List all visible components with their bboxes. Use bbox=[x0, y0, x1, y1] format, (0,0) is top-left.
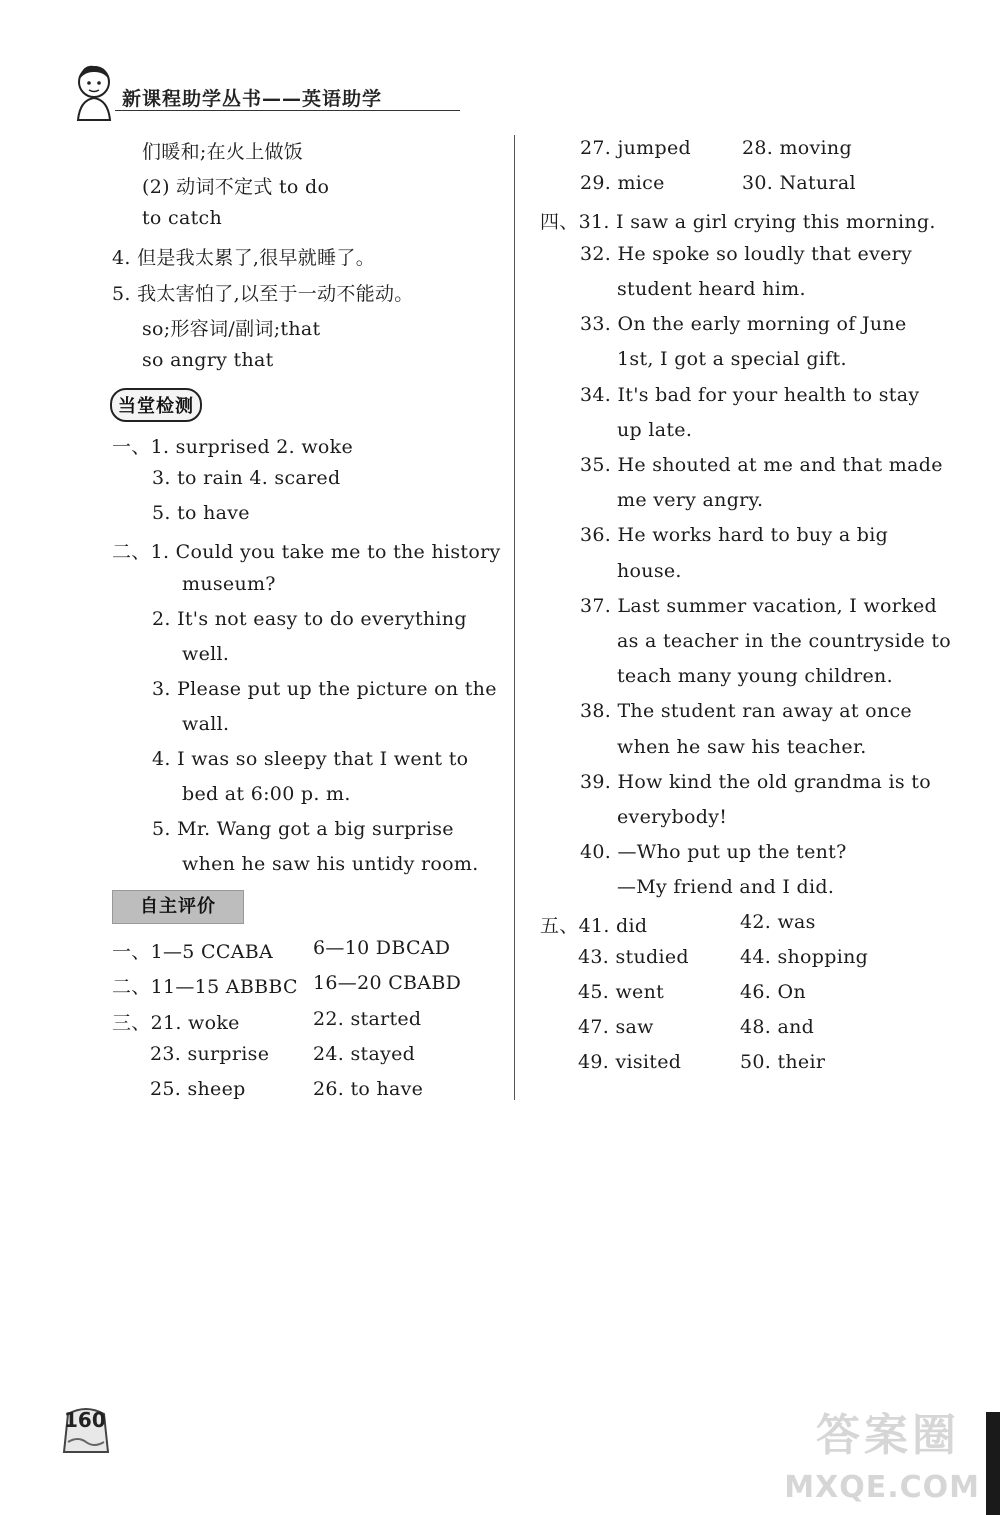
answer-line: 50. their bbox=[740, 1051, 826, 1073]
page-edge-bar bbox=[986, 1412, 1000, 1515]
answer-line: 39. How kind the old grandma is to bbox=[580, 771, 931, 793]
answer-line: 26. to have bbox=[313, 1078, 424, 1100]
answer-line: 2. It's not easy to do everything bbox=[152, 608, 467, 630]
answer-line: 32. He spoke so loudly that every bbox=[580, 243, 913, 265]
answer-line: well. bbox=[182, 643, 230, 665]
answer-line: 三、21. woke bbox=[112, 1012, 240, 1034]
section-title-classroom-check: 当堂检测 bbox=[110, 388, 202, 422]
answer-line: 44. shopping bbox=[740, 946, 869, 968]
answer-line: 28. moving bbox=[742, 137, 852, 159]
answer-line: 一、1. surprised 2. woke bbox=[112, 436, 353, 458]
section-title-self-assessment: 自主评价 bbox=[112, 890, 244, 924]
answer-line: 四、31. I saw a girl crying this morning. bbox=[540, 211, 936, 233]
answer-line: museum? bbox=[182, 573, 276, 595]
answer-line: 38. The student ran away at once bbox=[580, 700, 912, 722]
answer-line: 29. mice bbox=[580, 172, 665, 194]
answer-line: 37. Last summer vacation, I worked bbox=[580, 595, 937, 617]
answer-line: 45. went bbox=[578, 981, 665, 1003]
mascot-icon bbox=[70, 62, 118, 122]
watermark-url: MXQE.COM bbox=[784, 1470, 980, 1505]
answer-line: 24. stayed bbox=[313, 1043, 416, 1065]
answer-line: 五、41. did bbox=[540, 915, 648, 937]
answer-line: 一、1—5 CCABA bbox=[112, 941, 273, 963]
answer-line: up late. bbox=[617, 419, 693, 441]
left-line: 4. 但是我太累了,很早就睡了。 bbox=[112, 247, 376, 269]
answer-line: when he saw his untidy room. bbox=[182, 853, 479, 875]
left-line: so angry that bbox=[142, 349, 274, 371]
answer-line: bed at 6:00 p. m. bbox=[182, 783, 351, 805]
answer-line: 23. surprise bbox=[150, 1043, 270, 1065]
answer-line: 42. was bbox=[740, 911, 816, 933]
answer-line: 27. jumped bbox=[580, 137, 691, 159]
left-line: to catch bbox=[142, 207, 222, 229]
header-title: 新课程助学丛书——英语助学 bbox=[122, 88, 383, 110]
left-line: 5. 我太害怕了,以至于一动不能动。 bbox=[112, 283, 414, 305]
answer-line: 1st, I got a special gift. bbox=[617, 348, 847, 370]
answer-line: 6—10 DBCAD bbox=[313, 937, 451, 959]
answer-line: teach many young children. bbox=[617, 665, 893, 687]
answer-line: as a teacher in the countryside to bbox=[617, 630, 951, 652]
answer-line: 48. and bbox=[740, 1016, 815, 1038]
watermark-logo: 答案圈 bbox=[816, 1410, 960, 1461]
answer-line: 5. to have bbox=[152, 502, 250, 524]
answer-line: when he saw his teacher. bbox=[617, 736, 867, 758]
left-line: (2) 动词不定式 to do bbox=[142, 176, 330, 198]
answer-line: 49. visited bbox=[578, 1051, 682, 1073]
answer-line: 3. Please put up the picture on the bbox=[152, 678, 497, 700]
page-number: 160 bbox=[64, 1408, 106, 1432]
answer-line: 33. On the early morning of June bbox=[580, 313, 907, 335]
answer-line: 40. —Who put up the tent? bbox=[580, 841, 847, 863]
page-number-badge bbox=[58, 1402, 114, 1458]
answer-line: 25. sheep bbox=[150, 1078, 246, 1100]
answer-line: student heard him. bbox=[617, 278, 806, 300]
answer-line: everybody! bbox=[617, 806, 728, 828]
answer-line: 35. He shouted at me and that made bbox=[580, 454, 943, 476]
answer-line: 43. studied bbox=[578, 946, 689, 968]
answer-line: 22. started bbox=[313, 1008, 422, 1030]
answer-line: 46. On bbox=[740, 981, 806, 1003]
answer-line: wall. bbox=[182, 713, 230, 735]
answer-line: 二、1. Could you take me to the history bbox=[112, 541, 501, 563]
answer-line: 34. It's bad for your health to stay bbox=[580, 384, 920, 406]
column-divider bbox=[514, 135, 515, 1100]
left-line: so;形容词/副词;that bbox=[142, 318, 321, 340]
answer-line: 二、11—15 ABBBC bbox=[112, 976, 298, 998]
answer-line: 30. Natural bbox=[742, 172, 856, 194]
answer-line: 4. I was so sleepy that I went to bbox=[152, 748, 469, 770]
answer-line: 3. to rain 4. scared bbox=[152, 467, 341, 489]
left-line: 们暖和;在火上做饭 bbox=[142, 141, 304, 163]
answer-line: house. bbox=[617, 560, 682, 582]
answer-line: 16—20 CBABD bbox=[313, 972, 462, 994]
answer-line: 36. He works hard to buy a big bbox=[580, 524, 889, 546]
answer-line: 47. saw bbox=[578, 1016, 654, 1038]
header-rule bbox=[115, 110, 460, 111]
answer-line: me very angry. bbox=[617, 489, 764, 511]
answer-line: 5. Mr. Wang got a big surprise bbox=[152, 818, 454, 840]
answer-line: —My friend and I did. bbox=[617, 876, 835, 898]
